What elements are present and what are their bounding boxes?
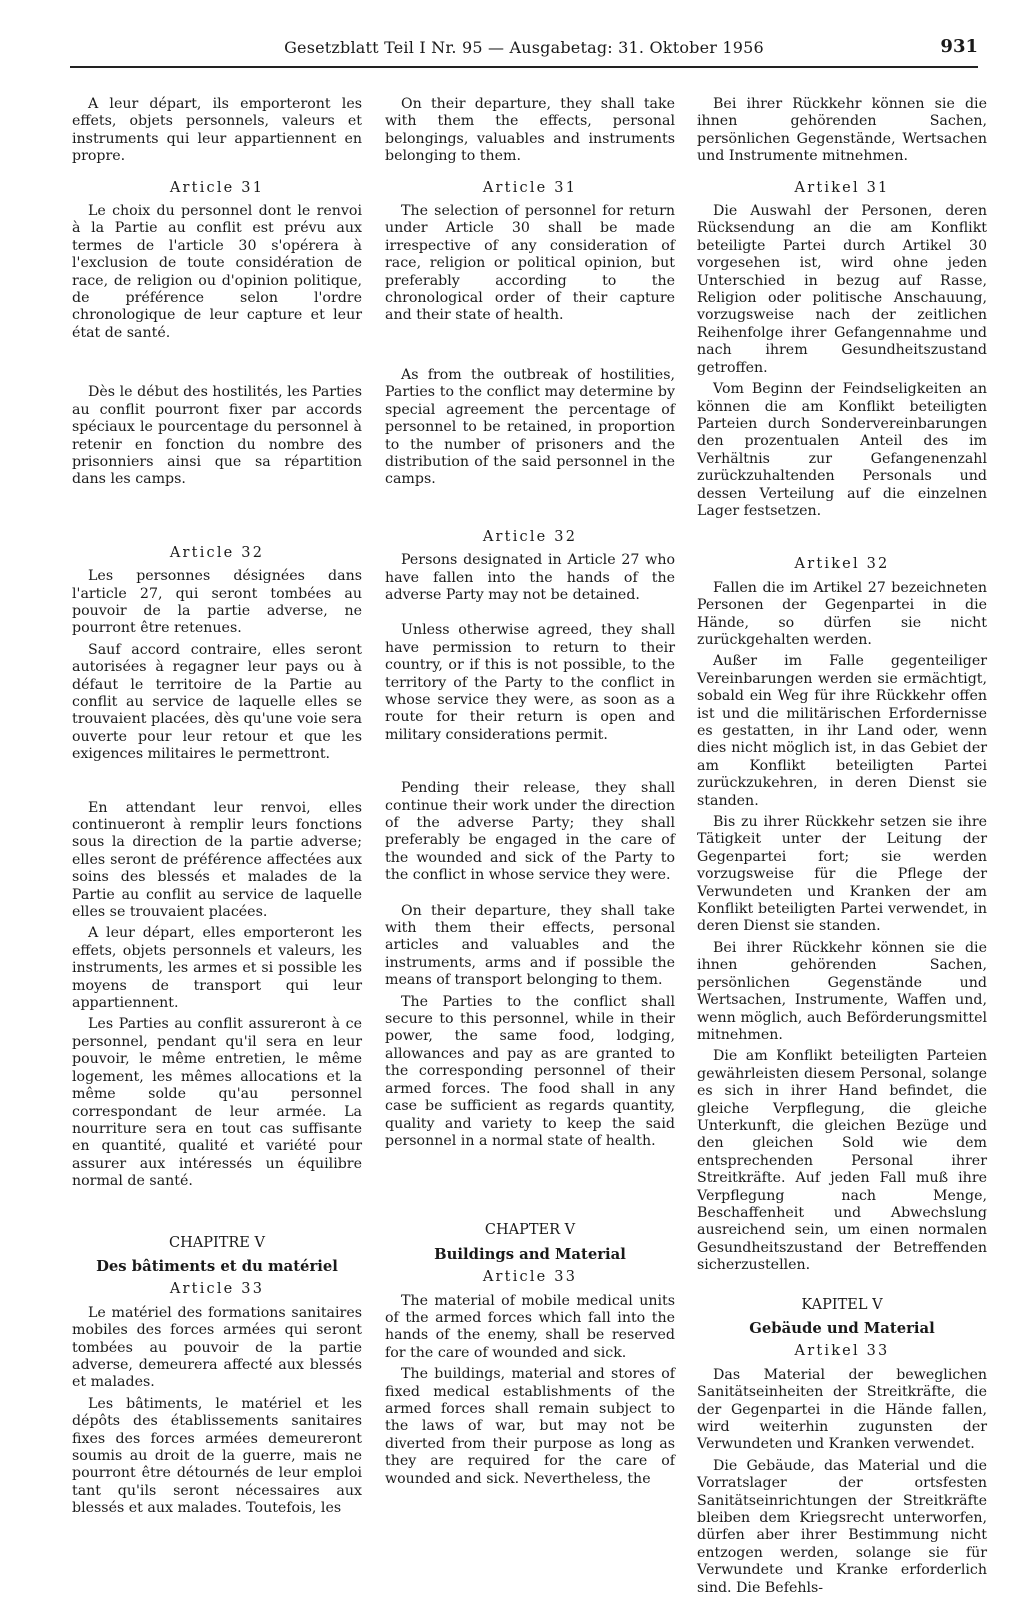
- chapter-title: Gebäude und Material: [749, 1320, 935, 1337]
- paragraph: Dès le début des hostilités, les Parties au conflit pourront fixer par accords spéciaux le pourcentage du personnel à retenir en fonction du nombre des prisonniers ainsi que sa répartition dans les camps.: [72, 384, 362, 488]
- paragraph: On their departure, they shall take with them the effects, personal belongings, valuables and instruments belonging to them.: [385, 96, 675, 165]
- chapter-heading: CHAPITRE V: [169, 1234, 265, 1251]
- paragraph: Die Gebäude, das Material und die Vorratslager der ortsfesten Sanitätseinrichtungen der Streitkräfte bleiben dem Kriegsrecht unterworfen, dürfen aber ihrer Bestimmung nicht entzogen werden, solange sie für Verwundete und Kranke erforderlich sind. Die Befehls-: [697, 1457, 987, 1596]
- paragraph: Die Auswahl der Personen, deren Rücksendung an die am Konflikt beteiligte Partei durch Artikel 30 vorgesehen ist, wird ohne jeden Unterschied in bezug auf Rasse, Religion oder politische Anschauung, vorzugsweise nach der zeitlichen Reihenfolge ihrer Gefangennahme und nach ihrem Gesundheitszustand getroffen.: [697, 203, 987, 376]
- paragraph: A leur départ, elles emporteront les effets, objets personnels et valeurs, les instruments, les armes et si possible les moyens de transport qui leur appartiennent.: [72, 925, 362, 1012]
- column-english: [385, 96, 675, 1492]
- column-french: [72, 96, 362, 1522]
- header-title: Gesetzblatt Teil I Nr. 95 — Ausgabetag: 31. Oktober 1956: [284, 38, 764, 57]
- page-number: 931: [940, 36, 978, 57]
- spacer: [697, 1279, 987, 1297]
- chapter-heading: KAPITEL V: [801, 1296, 883, 1313]
- article-heading: Article 32: [482, 528, 578, 545]
- article-heading: Article 31: [482, 179, 578, 196]
- paragraph: Unless otherwise agreed, they shall have permission to return to their country, or if this is not possible, to the territory of the Party to the conflict in whose service they were, as soon as a route for their return is open and military considerations permit.: [385, 622, 675, 743]
- paragraph: The material of mobile medical units of the armed forces which fall into the hands of the enemy, shall be reserved for the care of wounded and sick.: [385, 1292, 675, 1361]
- paragraph: On their departure, they shall take with them their effects, personal articles and valuables and the instruments, arms and if possible the means of transport belonging to them.: [385, 902, 675, 989]
- paragraph: The Parties to the conflict shall secure to this personnel, while in their power, the same food, lodging, allowances and pay as are granted to the corresponding personnel of their armed forces. The food shall in any case be sufficient as regards quantity, quality and variety to keep the said personnel in a normal state of health.: [385, 993, 675, 1149]
- spacer: [385, 329, 675, 367]
- paragraph: Bei ihrer Rückkehr können sie die ihnen gehörenden Sachen, persönlichen Gegenstände und Wertsachen, Instrumente, Waffen und, wenn möglich, auch Beförderungsmittel mitnehmen.: [697, 939, 987, 1043]
- article-heading: Article 33: [482, 1269, 578, 1286]
- paragraph: Les bâtiments, le matériel et les dépôts des établissements sanitaires fixes des forces armées demeureront soumis au droit de la guerre, mais ne pourront être détournés de leur emploi tant qu'ils seront nécessaires aux blessés et aux malades. Toutefois, les: [72, 1395, 362, 1517]
- paragraph: Sauf accord contraire, elles seront autorisées à regagner leur pays ou à défaut le territoire de la Partie au conflit au service de laquelle elles se trouvaient placées, dès qu'une voie sera ouverte pour leur retour et que les exigences militaires le permettront.: [72, 641, 362, 763]
- paragraph: The buildings, material and stores of fixed medical establishments of the armed forces shall remain subject to the laws of war, but may not be diverted from their purpose as long as they are required for the care of wounded and sick. Nevertheless, the: [385, 1366, 675, 1487]
- spacer: [385, 889, 675, 903]
- article-heading: Artikel 32: [794, 556, 890, 573]
- spacer: [72, 346, 362, 384]
- page-header: [70, 38, 978, 68]
- paragraph: Les personnes désignées dans l'article 27, qui seront tombées au pouvoir de la partie adverse, ne pourront être retenues.: [72, 568, 362, 637]
- chapter-heading: CHAPTER V: [484, 1222, 576, 1239]
- paragraph: Les Parties au conflit assureront à ce personnel, pendant qu'il sera en leur pouvoir, le même entretien, le même logement, les mêmes allocations et la même solde qu'au personnel correspondant de leur armée. La nourriture sera en tout cas suffisante en quantité, qualité et variété pour assurer aux intéressés un équilibre normal de santé.: [72, 1016, 362, 1190]
- spacer: [72, 768, 362, 800]
- spacer: [385, 493, 675, 515]
- paragraph: As from the outbreak of hostilities, Parties to the conflict may determine by special agreement the percentage of personnel to be retained, in proportion to the number of prisoners and the distribution of the said personnel in the camps.: [385, 366, 675, 488]
- paragraph: Außer im Falle gegenteiliger Vereinbarungen werden sie ermächtigt, sobald ein Weg für ihre Rückkehr offen ist und die militärischen Erfordernisse es gestatten, in ihr Land oder, wenn dies nicht möglich ist, in das Gebiet der am Konflikt beteiligten Partei zurückzukehren, in deren Dienst sie standen.: [697, 653, 987, 809]
- paragraph: Le matériel des formations sanitaires mobiles des forces armées qui seront tombées au pouvoir de la partie adverse, demeurera affecté aux blessés et malades.: [72, 1304, 362, 1391]
- spacer: [697, 524, 987, 542]
- spacer: [385, 608, 675, 622]
- chapter-title: Buildings and Material: [434, 1245, 626, 1263]
- paragraph: Das Material der beweglichen Sanitätseinheiten der Streitkräfte, die der Gegenpartei in die Hände fallen, wird weiterhin zugunsten der Verwundeten und Kranken verwendet.: [697, 1366, 987, 1453]
- paragraph: Persons designated in Article 27 who have fallen into the hands of the adverse Party may not be detained.: [385, 552, 675, 603]
- article-heading: Article 32: [169, 544, 265, 561]
- paragraph: Pending their release, they shall continue their work under the direction of the adverse Party; they shall preferably be engaged in the care of the wounded and sick of the Party to the conflict in whose service they were.: [385, 780, 675, 884]
- article-heading: Article 31: [169, 179, 265, 196]
- paragraph: Vom Beginn der Feindseligkeiten an können die am Konflikt beteiligten Parteien durch Sondervereinbarungen den prozentualen Anteil des im Verhältnis zur Gefangenenzahl zurückzuhaltenden Personals und dessen Verteilung auf die einzelnen Lager festsetzen.: [697, 381, 987, 519]
- paragraph: En attendant leur renvoi, elles continueront à remplir leurs fonctions sous la direction de la partie adverse; elles seront de préférence affectées aux soins des blessés et malades de la Partie au conflit au service de laquelle elles se trouvaient placées.: [72, 799, 362, 921]
- spacer: [385, 748, 675, 780]
- spacer: [72, 1195, 362, 1235]
- article-heading: Artikel 31: [794, 179, 890, 196]
- paragraph: A leur départ, ils emporteront les effets, objets personnels, valeurs et instruments qui leur appartiennent en propre.: [72, 96, 362, 165]
- article-heading: Article 33: [169, 1281, 265, 1298]
- paragraph: Die am Konflikt beteiligten Parteien gewährleisten diesem Personal, solange es sich in ihrer Hand befindet, die gleiche Verpflegung, die gleiche Unterkunft, die gleichen Bezüge und den gleichen Sold wie dem entsprechenden Personal ihrer Streitkräfte. Auf jeden Fall muß ihre Verpflegung nach Menge, Beschaffenheit und Abwechslung ausreichend sein, um einen normalen Gesundheitszustand der Betreffenden sicherzustellen.: [697, 1048, 987, 1274]
- spacer: [385, 1154, 675, 1222]
- spacer: [72, 493, 362, 531]
- paragraph: Bis zu ihrer Rückkehr setzen sie ihre Tätigkeit unter der Leitung der Gegenpartei fort; sie werden vorzugsweise für die Pflege der Verwundeten und Kranken der am Konflikt beteiligten Partei verwendet, in deren Dienst sie standen.: [697, 814, 987, 935]
- article-heading: Artikel 33: [794, 1343, 890, 1360]
- paragraph: Le choix du personnel dont le renvoi à la Partie au conflit est prévu aux termes de l'article 30 s'opérera à l'exclusion de toute considération de race, de religion ou d'opinion politique, de préférence selon l'ordre chronologique de leur capture et leur état de santé.: [72, 203, 362, 341]
- paragraph: The selection of personnel for return under Article 30 shall be made irrespective of any consideration of race, religion or political opinion, but preferably according to the chronological order of their capture and their state of health.: [385, 203, 675, 324]
- column-german: [697, 96, 987, 1601]
- paragraph: Bei ihrer Rückkehr können sie die ihnen gehörenden Sachen, persönlichen Gegenstände, Wertsachen und Instrumente mitnehmen.: [697, 96, 987, 165]
- paragraph: Fallen die im Artikel 27 bezeichneten Personen der Gegenpartei in die Hände, so dürfen sie nicht zurückgehalten werden.: [697, 579, 987, 648]
- chapter-title: Des bâtiments et du matériel: [96, 1257, 338, 1275]
